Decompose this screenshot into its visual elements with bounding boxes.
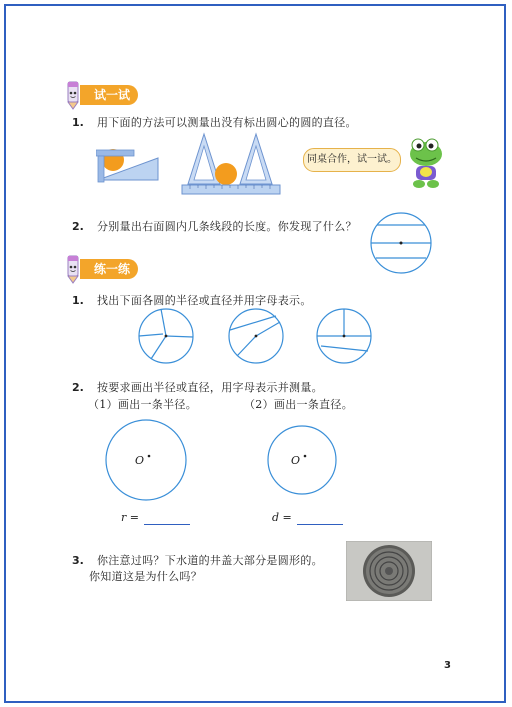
frog-mascot-icon <box>404 136 446 190</box>
section-badge-try <box>60 80 138 110</box>
item-text: 分别量出右面圆内几条线段的长度。你发现了什么？ <box>96 220 357 233</box>
item-text: 按要求画出半径或直径，用字母表示并测量。 <box>96 381 323 394</box>
manhole-cover-photo <box>346 541 432 601</box>
section-title-practice: 练一练 <box>80 259 138 279</box>
try-item-1 <box>72 111 357 130</box>
triangle-ruler-measure-illustration <box>180 132 284 196</box>
circle-center-label-1: O <box>135 454 145 467</box>
radius-answer <box>121 506 190 525</box>
item-text: 找出下面各圆的半径或直径并用字母表示。 <box>96 294 312 307</box>
subtask-2-label: （2）画出一条直径。 <box>244 398 353 411</box>
draw-diameter-circle <box>266 424 338 496</box>
item-number: 2. <box>72 220 84 233</box>
radius-circle-figure-1 <box>134 306 198 366</box>
section-badge-practice <box>60 254 138 284</box>
circle-with-chords-figure <box>368 210 434 276</box>
item-number: 3. <box>72 554 84 567</box>
radius-answer-blank[interactable] <box>144 514 190 525</box>
circle-center-label-2: O <box>291 454 301 467</box>
item-number: 2. <box>72 381 84 394</box>
draw-radius-circle <box>104 418 188 502</box>
practice-item-3 <box>72 549 323 568</box>
item-number: 1. <box>72 294 84 307</box>
item-text: 用下面的方法可以测量出没有标出圆心的圆的直径。 <box>96 116 357 129</box>
item-number: 1. <box>72 116 84 129</box>
radius-circle-figure-3 <box>312 306 376 366</box>
page-number: 3 <box>444 660 451 671</box>
speech-bubble: 同桌合作，试一试。 <box>303 148 401 172</box>
item-text-line-1: 你注意过吗？下水道的井盖大部分是圆形的。 <box>96 554 323 567</box>
set-square-measure-illustration <box>96 140 160 186</box>
try-item-2 <box>72 215 357 234</box>
radius-answer-label: r = <box>121 511 139 524</box>
diameter-answer-label: d = <box>272 511 292 524</box>
radius-circle-figure-2 <box>224 306 288 366</box>
section-title-try: 试一试 <box>80 85 138 105</box>
subtask-1-label: （1）画出一条半径。 <box>88 398 197 411</box>
practice-item-2 <box>72 376 323 395</box>
diameter-answer-blank[interactable] <box>297 514 343 525</box>
diameter-answer <box>272 506 343 525</box>
item-text-line-2: 你知道这是为什么吗？ <box>89 570 202 583</box>
